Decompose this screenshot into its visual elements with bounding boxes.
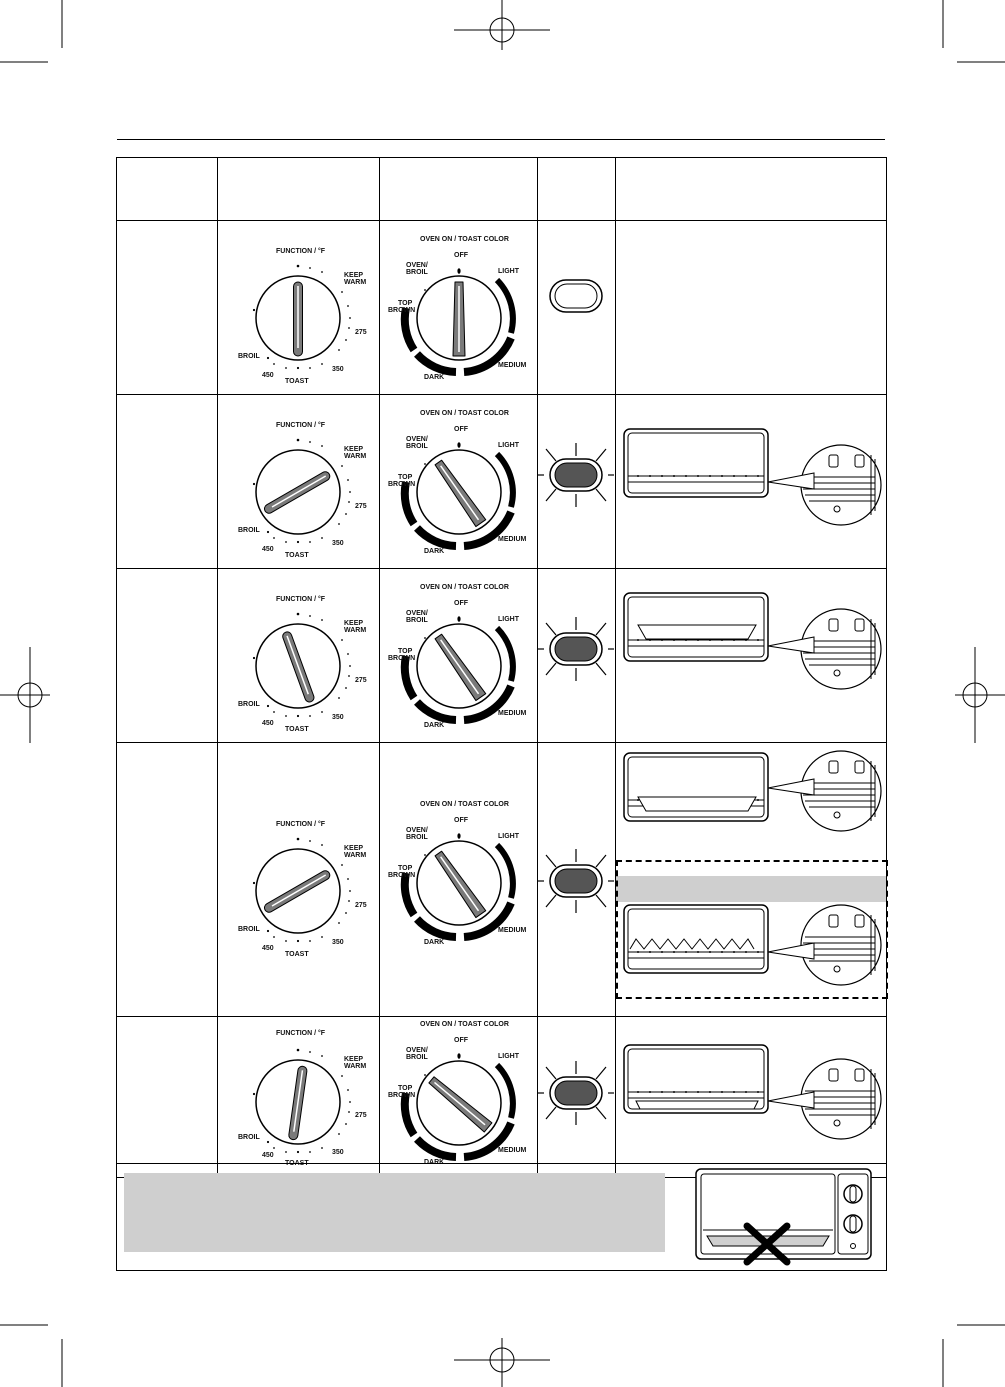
header-cell-5 [615, 158, 886, 221]
indicator-cell [537, 221, 615, 395]
temp-275-label: 275 [355, 329, 367, 336]
oven-broil-label-2: BROIL [406, 617, 428, 624]
temp-275-label: 275 [355, 503, 367, 510]
oven-broil-label-2: BROIL [406, 1054, 428, 1061]
function-dial [218, 221, 378, 389]
temp-275-label: 275 [355, 677, 367, 684]
top-brown-label-2: BROWN [388, 1092, 416, 1099]
temp-350-label: 350 [332, 1149, 344, 1156]
medium-label: MEDIUM [498, 1147, 527, 1154]
dark-label: DARK [424, 374, 445, 381]
off-label: OFF [454, 817, 468, 824]
light-label: LIGHT [498, 833, 519, 840]
header-cell-2 [218, 158, 380, 221]
function-dial-title: FUNCTION / °F [276, 422, 326, 429]
table-row [117, 1017, 887, 1178]
color-dial-title: OVEN ON / TOAST COLOR [420, 801, 509, 808]
function-dial-cell [218, 743, 380, 1017]
table-row [117, 221, 887, 395]
keep-warm-label-2: WARM [344, 852, 367, 859]
function-dial [218, 743, 378, 1011]
toast-label: TOAST [285, 951, 309, 958]
color-dial-title: OVEN ON / TOAST COLOR [420, 410, 509, 417]
off-label: OFF [454, 426, 468, 433]
broil-label: BROIL [238, 926, 260, 933]
off-label: OFF [454, 252, 468, 259]
temp-275-label: 275 [355, 902, 367, 909]
broil-label: BROIL [238, 701, 260, 708]
indicator-cell [537, 1017, 615, 1178]
settings-table [116, 157, 887, 1178]
off-label: OFF [454, 1037, 468, 1044]
color-dial-cell [380, 569, 538, 743]
function-dial-cell [218, 221, 380, 395]
oven-broil-label: OVEN/ [406, 436, 428, 443]
knob-icon [844, 1185, 862, 1203]
oven-broil-label-2: BROIL [406, 269, 428, 276]
dark-label: DARK [424, 1159, 445, 1166]
function-dial [218, 395, 378, 563]
header-cell-1 [117, 158, 218, 221]
oven-rack-illustration [616, 395, 886, 563]
color-dial-cell [380, 395, 538, 569]
indicator-light-on [538, 743, 614, 1011]
oven-front-prohibited-illustration [693, 1166, 873, 1266]
warning-box [116, 1163, 887, 1271]
broil-label: BROIL [238, 353, 260, 360]
temp-450-label: 450 [262, 720, 274, 727]
indicator-light-on [538, 569, 614, 737]
oven-broil-label-2: BROIL [406, 834, 428, 841]
highlight-dashed-box [616, 860, 888, 999]
keep-warm-label: KEEP [344, 620, 364, 627]
oven-tray-illustration [616, 1017, 886, 1172]
knob-icon [844, 1215, 862, 1233]
top-brown-label: TOP [398, 1085, 413, 1092]
keep-warm-label-2: WARM [344, 453, 367, 460]
header-cell-4 [537, 158, 615, 221]
dark-label: DARK [424, 722, 445, 729]
row-label-cell [117, 221, 218, 395]
table-row [117, 569, 887, 743]
temp-450-label: 450 [262, 546, 274, 553]
light-label: LIGHT [498, 616, 519, 623]
broil-label: BROIL [238, 1134, 260, 1141]
oven-broil-label: OVEN/ [406, 262, 428, 269]
light-label: LIGHT [498, 268, 519, 275]
color-dial [380, 569, 536, 737]
color-dial-cell [380, 221, 538, 395]
color-dial-cell [380, 743, 538, 1017]
function-dial-cell [218, 395, 380, 569]
function-dial [218, 1017, 378, 1172]
light-label: LIGHT [498, 1053, 519, 1060]
temp-275-label: 275 [355, 1112, 367, 1119]
row-label-cell [117, 395, 218, 569]
toast-label: TOAST [285, 1160, 309, 1167]
illustration-cell [615, 221, 886, 395]
color-dial [380, 395, 536, 563]
row-label-cell [117, 569, 218, 743]
temp-350-label: 350 [332, 939, 344, 946]
row-label-cell [117, 743, 218, 1017]
top-brown-label-2: BROWN [388, 481, 416, 488]
temp-450-label: 450 [262, 1152, 274, 1159]
keep-warm-label: KEEP [344, 1056, 364, 1063]
toast-label: TOAST [285, 726, 309, 733]
color-dial-cell [380, 1017, 538, 1178]
color-dial [380, 1017, 536, 1172]
function-dial-cell [218, 1017, 380, 1178]
illustration-cell [615, 1017, 886, 1178]
light-label: LIGHT [498, 442, 519, 449]
oven-pan-illustration [616, 569, 886, 737]
top-brown-label: TOP [398, 300, 413, 307]
oven-broil-label: OVEN/ [406, 610, 428, 617]
illustration-cell [615, 569, 886, 743]
temp-350-label: 350 [332, 366, 344, 373]
top-brown-label: TOP [398, 474, 413, 481]
keep-warm-label: KEEP [344, 272, 364, 279]
oven-broil-label-2: BROIL [406, 443, 428, 450]
keep-warm-label-2: WARM [344, 279, 367, 286]
temp-450-label: 450 [262, 945, 274, 952]
medium-label: MEDIUM [498, 927, 527, 934]
temp-450-label: 450 [262, 372, 274, 379]
oven-broil-label: OVEN/ [406, 827, 428, 834]
function-dial [218, 569, 378, 737]
keep-warm-label: KEEP [344, 446, 364, 453]
color-dial [380, 221, 536, 389]
color-dial [380, 743, 536, 1011]
indicator-cell [537, 395, 615, 569]
top-brown-label: TOP [398, 865, 413, 872]
medium-label: MEDIUM [498, 362, 527, 369]
toast-label: TOAST [285, 552, 309, 559]
indicator-cell [537, 743, 615, 1017]
medium-label: MEDIUM [498, 536, 527, 543]
temp-350-label: 350 [332, 540, 344, 547]
row-label-cell [117, 1017, 218, 1178]
off-label: OFF [454, 600, 468, 607]
header-cell-3 [380, 158, 538, 221]
indicator-light-on [538, 1017, 614, 1172]
indicator-cell [537, 569, 615, 743]
dark-label: DARK [424, 939, 445, 946]
top-brown-label-2: BROWN [388, 307, 416, 314]
function-dial-title: FUNCTION / °F [276, 821, 326, 828]
color-dial-title: OVEN ON / TOAST COLOR [420, 236, 509, 243]
keep-warm-label-2: WARM [344, 627, 367, 634]
illustration-cell [615, 395, 886, 569]
toast-label: TOAST [285, 378, 309, 385]
keep-warm-label-2: WARM [344, 1063, 367, 1070]
top-brown-label-2: BROWN [388, 655, 416, 662]
indicator-light-off [538, 221, 614, 389]
dark-label: DARK [424, 548, 445, 555]
broil-label: BROIL [238, 527, 260, 534]
function-dial-title: FUNCTION / °F [276, 248, 326, 255]
top-brown-label-2: BROWN [388, 872, 416, 879]
header-rule [117, 139, 885, 140]
indicator-light-on [538, 395, 614, 563]
top-brown-label: TOP [398, 648, 413, 655]
header-row [117, 158, 887, 221]
warning-text-panel [124, 1173, 665, 1252]
color-dial-title: OVEN ON / TOAST COLOR [420, 584, 509, 591]
function-dial-cell [218, 569, 380, 743]
medium-label: MEDIUM [498, 710, 527, 717]
function-dial-title: FUNCTION / °F [276, 1030, 326, 1037]
keep-warm-label: KEEP [344, 845, 364, 852]
table-row [117, 395, 887, 569]
oven-broil-label: OVEN/ [406, 1047, 428, 1054]
color-dial-title: OVEN ON / TOAST COLOR [420, 1021, 509, 1028]
temp-350-label: 350 [332, 714, 344, 721]
function-dial-title: FUNCTION / °F [276, 596, 326, 603]
